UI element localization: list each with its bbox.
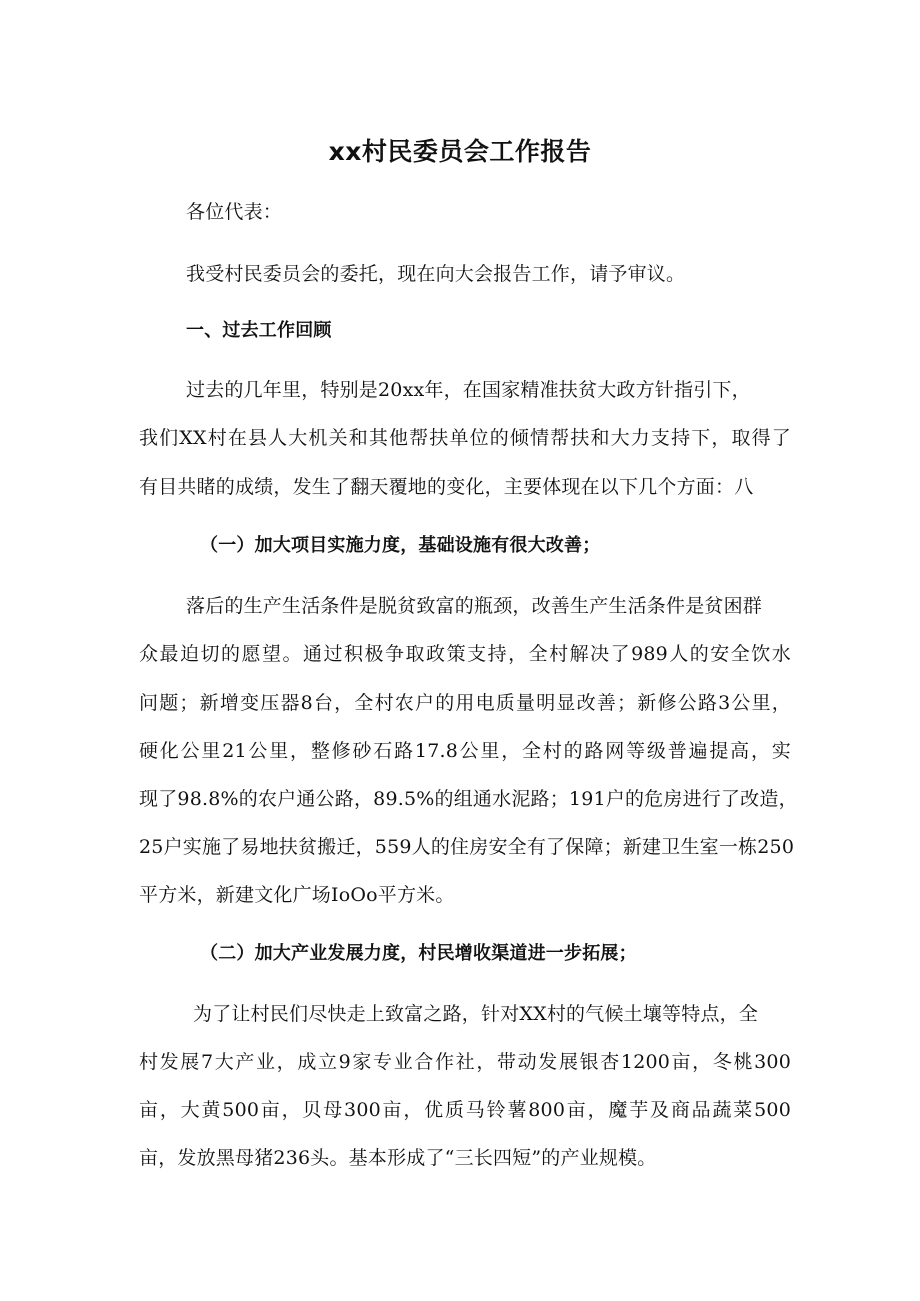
paragraph-line: 落后的生产生活条件是脱贫致富的瓶颈，改善生产生活条件是贫困群 — [186, 595, 763, 617]
paragraph-line: 25户实施了易地扶贫搬迁，559人的住房安全有了保障；新建卫生室一栋250 — [139, 836, 795, 858]
paragraph-line: 村发展7大产业，成立9家专业合作社，带动发展银杏1200亩，冬桃300 — [139, 1051, 791, 1073]
document-title: xx村民委员会工作报告 — [328, 137, 592, 166]
section-heading-review: 一、过去工作回顾 — [186, 320, 332, 341]
paragraph-line: 亩，发放黑母猪236头。基本形成了“三长四短”的产业规模。 — [139, 1147, 657, 1169]
intro-paragraph: 我受村民委员会的委托，现在向大会报告工作，请予审议。 — [186, 263, 686, 285]
paragraph-line: 硬化公里21公里，整修砂石路17.8公里，全村的路网等级普遍提高，实 — [139, 740, 791, 762]
paragraph-line: 我们XX村在县人大机关和其他帮扶单位的倾情帮扶和大力支持下，取得了 — [139, 427, 791, 449]
paragraph-line: 众最迫切的愿望。通过积极争取政策支持，全村解决了989人的安全饮水 — [139, 643, 791, 665]
paragraph-line: 过去的几年里，特别是20xx年，在国家精准扶贫大政方针指引下， — [186, 379, 751, 401]
paragraph-line: 亩，大黄500亩，贝母300亩，优质马铃薯800亩，魔芋及商品蔬菜500 — [139, 1099, 791, 1121]
paragraph-line: 有目共睹的成绩，发生了翻天覆地的变化，主要体现在以下几个方面：八 — [139, 476, 754, 498]
salutation: 各位代表： — [186, 201, 283, 223]
paragraph-line: 问题；新增变压器8台，全村农户的用电质量明显改善；新修公路3公里， — [139, 692, 791, 714]
subsection-heading-infrastructure: （一）加大项目实施力度，基础设施有很大改善； — [200, 535, 601, 556]
paragraph-line: 现了98.8%的农户通公路，89.5%的组通水泥路；191户的危房进行了改造， — [139, 788, 798, 810]
paragraph-line: 平方米，新建文化广场IoOo平方米。 — [139, 884, 455, 906]
subsection-heading-industry: （二）加大产业发展力度，村民增收渠道进一步拓展； — [200, 943, 637, 964]
paragraph-line: 为了让村民们尽快走上致富之路，针对XX村的气候土壤等特点，全 — [193, 1003, 759, 1025]
